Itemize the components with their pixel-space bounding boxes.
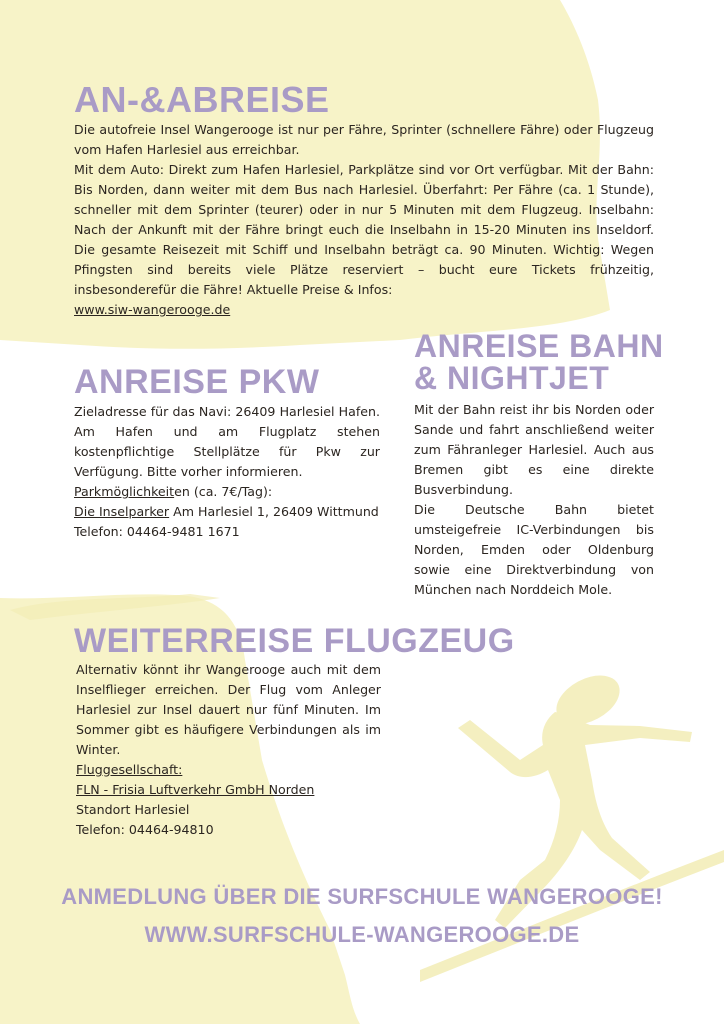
heading-anreise-bahn — [414, 330, 664, 394]
heading-weiterreise-flugzeug: WEITERREISE FLUGZEUG — [74, 622, 515, 660]
pkw-parking-price: en (ca. 7€/Tag): — [174, 484, 273, 499]
flug-location: Standort Harlesiel — [76, 802, 190, 817]
link-frisia-luftverkehr[interactable]: FLN - Frisia Luftverkehr GmbH Norden — [76, 782, 315, 797]
pkw-parking-line — [74, 482, 380, 502]
pkw-parker-address: Am Harlesiel 1, 26409 Wittmund — [169, 504, 379, 519]
heading-bahn-line1: ANREISE BAHN — [414, 328, 664, 364]
bahn-para1: Mit der Bahn reist ihr bis Norden oder Sande und fahrt anschließend weiter zum Fähranleger Harlesiel. Auch aus Bremen gibt es eine direkte Busverbindung. — [414, 402, 654, 497]
text-anreise-bahn — [414, 400, 654, 600]
link-parkmoeglichkeit[interactable]: Parkmöglichkeit — [74, 484, 175, 499]
flug-phone: Telefon: 04464-94810 — [76, 822, 214, 837]
footer-website-link[interactable]: WWW.SURFSCHULE-WANGEROOGE.DE — [144, 922, 580, 947]
link-siw-wangerooge[interactable]: www.siw-wangerooge.de — [74, 302, 231, 317]
text-an-abreise — [74, 120, 654, 320]
bahn-para2: Die Deutsche Bahn bietet umsteigefreie IC-Verbindungen bis Norden, Emden oder Oldenburg sowie eine Direktverbindung von München nach Norddeich Mole. — [414, 502, 654, 597]
footer-anmeldung: ANMEDLUNG ÜBER DIE SURFSCHULE WANGEROOGE! — [61, 884, 663, 909]
flug-airline-label: Fluggesellschaft: — [76, 762, 183, 777]
text-weiterreise-flugzeug — [76, 660, 381, 840]
heading-anreise-pkw: ANREISE PKW — [74, 363, 320, 401]
flug-body: Alternativ könnt ihr Wangerooge auch mit dem Inselflieger erreichen. Der Flug vom Anleger Harlesiel zur Insel dauert nur fünf Minuten. Im Sommer gibt es häufigere Verbindungen als im Winter. — [76, 662, 381, 757]
an-abreise-body: Mit dem Auto: Direkt zum Hafen Harlesiel, Parkplätze sind vor Ort verfügbar. Mit der Bahn: Bis Norden, dann weiter mit dem Bus nach Harlesiel. Überfahrt: Per Fähre (ca. 1 Stunde), schneller mit dem Sprinter (teurer) oder in nur 5 Minuten mit dem Flugzeug. Inselbahn: Nach der Ankunft mit der Fähre bringt euch die Inselbahn in 15-20 Minuten ins Inseldorf. Die gesamte Reisezeit mit Schiff und Inselbahn beträgt ca. 90 Minuten. Wichtig: Wegen Pfingsten sind bereits viele Plätze reserviert – bucht eure Tickets frühzeitig, insbesonderefür die Fähre! Aktuelle Preise & Infos: — [74, 162, 654, 297]
text-anreise-pkw — [74, 402, 380, 542]
an-abreise-intro: Die autofreie Insel Wangerooge ist nur per Fähre, Sprinter (schnellere Fähre) oder Flugzeug vom Hafen Harlesiel aus erreichbar. — [74, 122, 654, 157]
heading-bahn-line2: & NIGHTJET — [414, 360, 610, 396]
heading-an-abreise: AN-&ABREISE — [74, 79, 330, 120]
pkw-body: Zieladresse für das Navi: 26409 Harlesiel Hafen. Am Hafen und am Flugplatz stehen kostenpflichtige Stellplätze für Pkw zur Verfügung. Bitte vorher informieren. — [74, 404, 380, 479]
pkw-phone: Telefon: 04464-9481 1671 — [74, 524, 240, 539]
pkw-parker-line — [74, 502, 380, 522]
link-inselparker[interactable]: Die Inselparker — [74, 504, 170, 519]
